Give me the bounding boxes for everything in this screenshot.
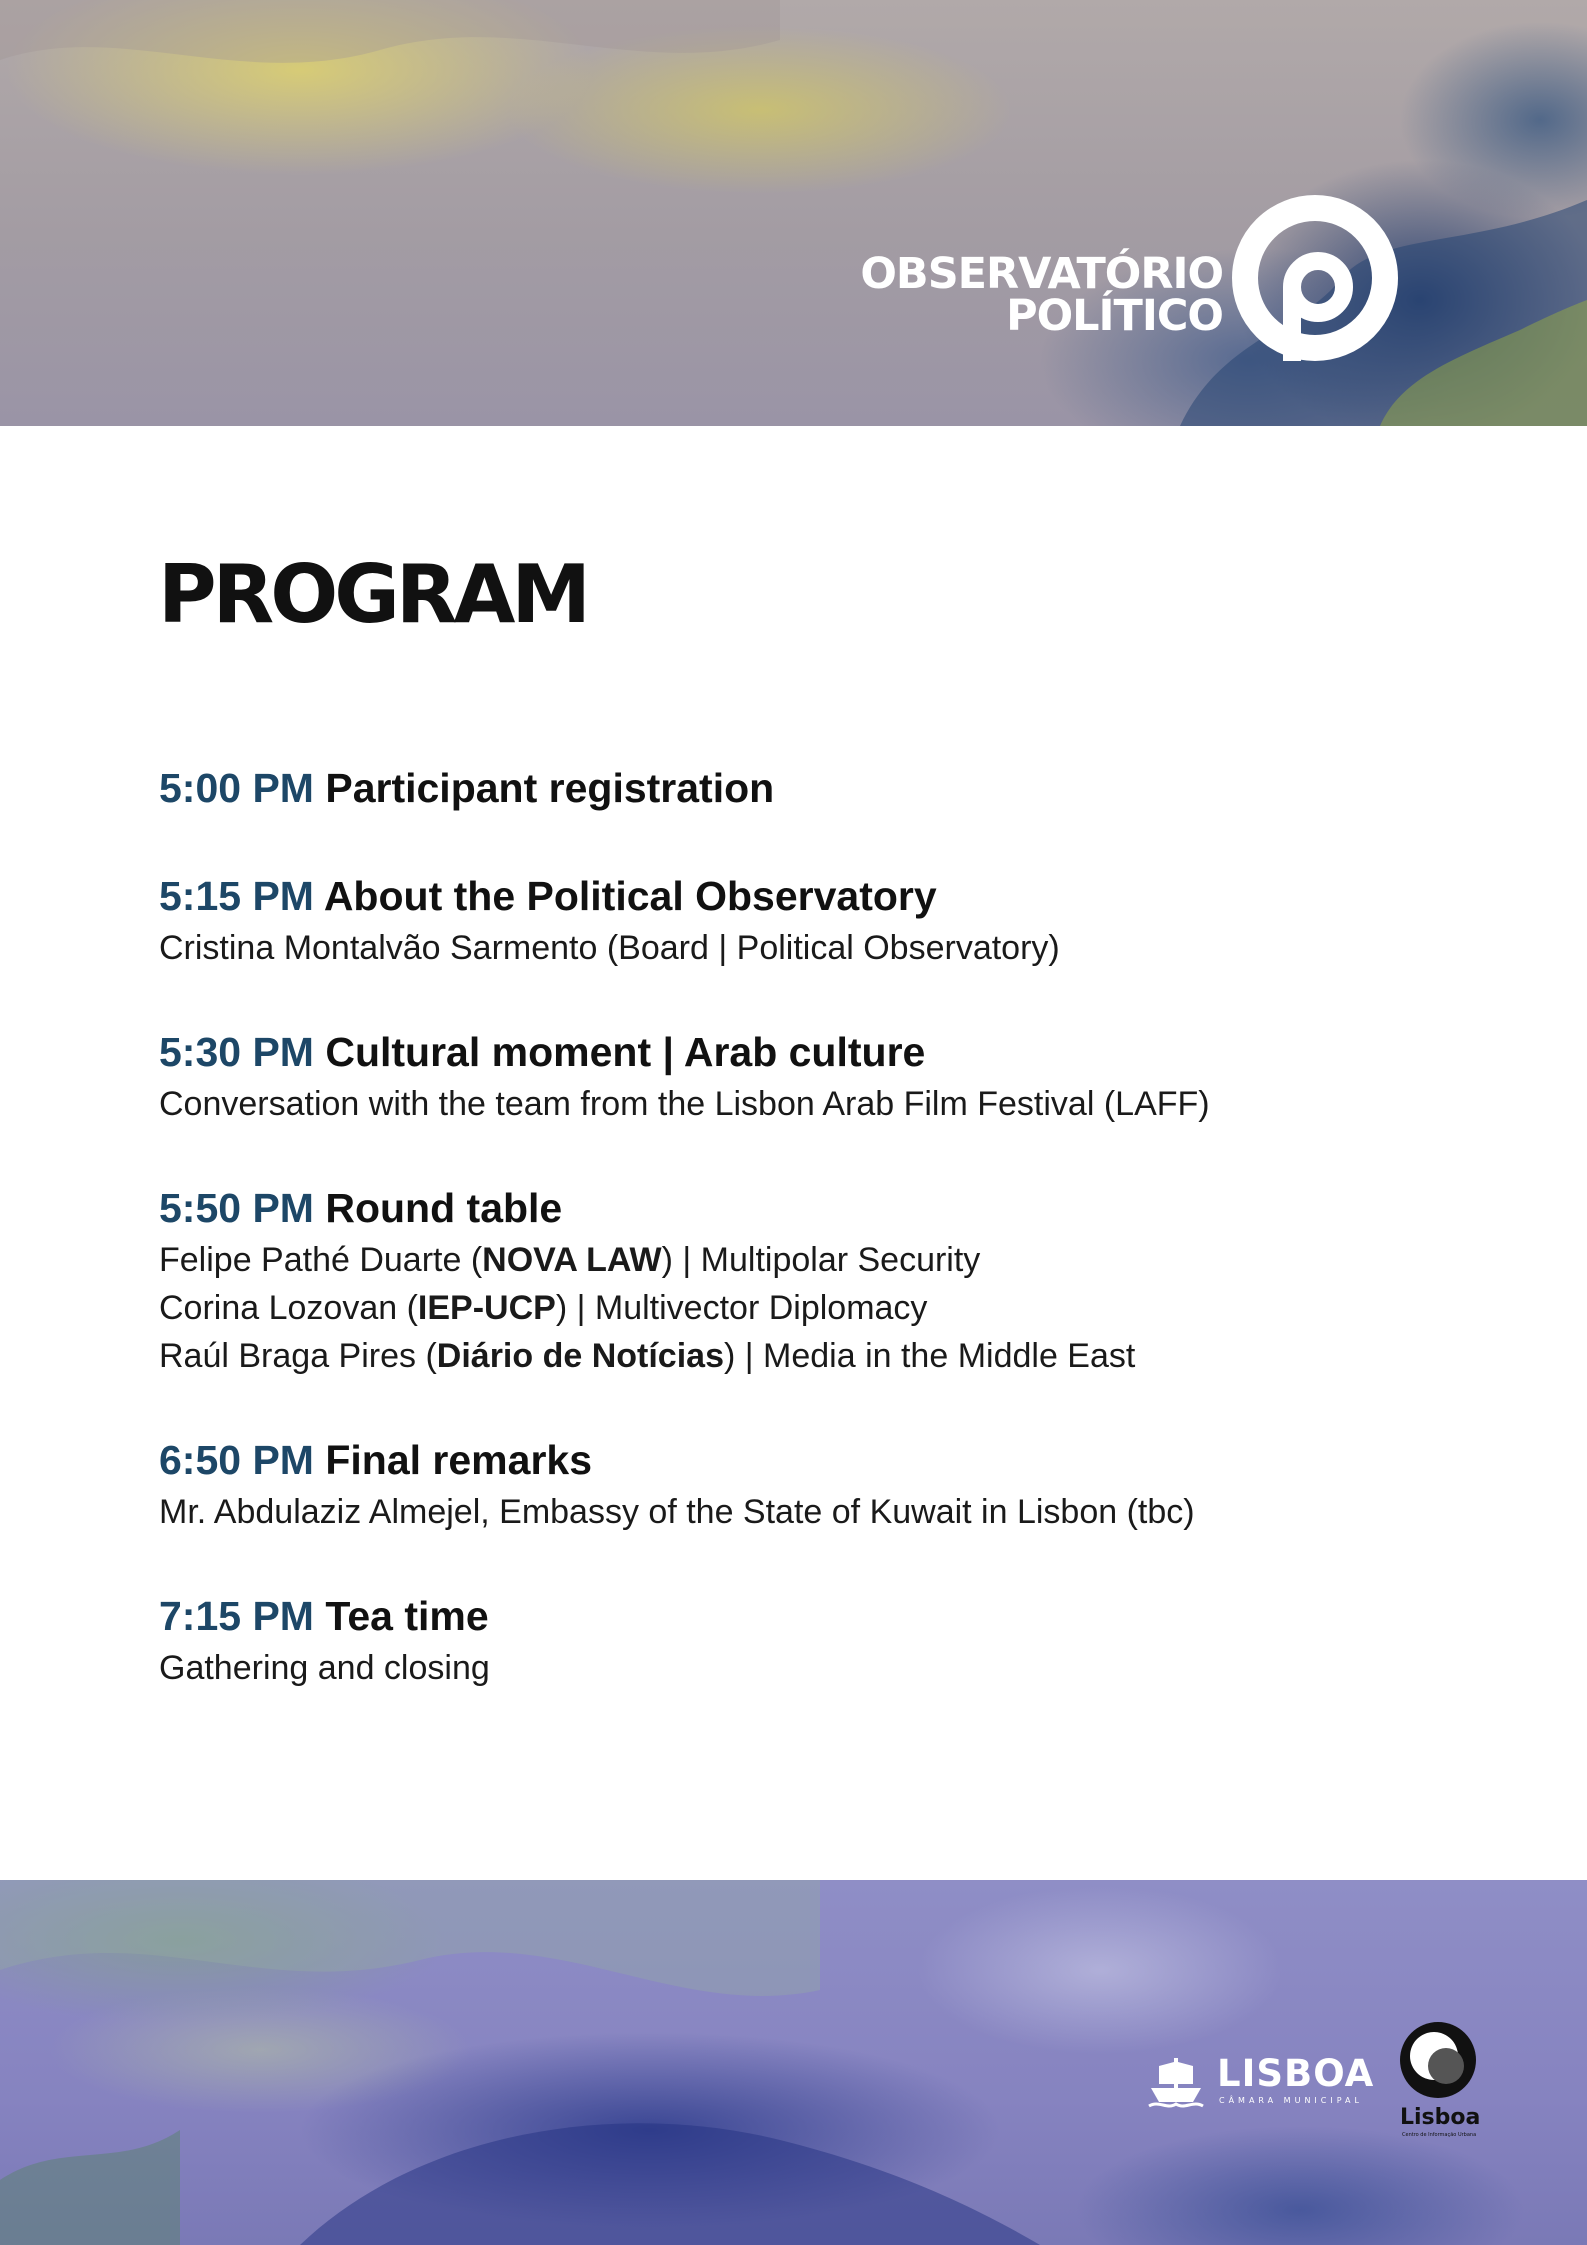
agenda-detail-line: Gathering and closing [159, 1649, 490, 1687]
speaker-name: Corina Lozovan ( [159, 1289, 418, 1327]
agenda-detail-line: Mr. Abdulaziz Almejel, Embassy of the State of Kuwait in Lisbon (tbc) [159, 1493, 1195, 1531]
brand-line-1: OBSERVATÓRIO [860, 249, 1223, 299]
agenda-item-heading [159, 1432, 1459, 1488]
brand-line-2: POLÍTICO [1006, 291, 1223, 341]
agenda-detail-line: Conversation with the team from the Lisbon Arab Film Festival (LAFF) [159, 1085, 1210, 1123]
agenda-item [159, 1024, 1459, 1128]
agenda-title: Round table [325, 1185, 563, 1231]
speaker-affiliation: Diário de Notícias [436, 1337, 724, 1375]
footer-banner [0, 1880, 1587, 2245]
agenda-title: Tea time [325, 1593, 489, 1639]
speaker-topic: ) | Media in the Middle East [723, 1337, 1136, 1375]
page-title: PROGRAM [158, 548, 588, 641]
observatorio-politico-logo [858, 195, 1398, 370]
agenda-time: 5:50 PM [159, 1185, 314, 1231]
speaker-topic: ) | Multipolar Security [661, 1241, 981, 1279]
brand-wordmark [853, 249, 1223, 341]
agenda-item-heading [159, 1180, 1459, 1236]
agenda-time: 5:30 PM [159, 1029, 314, 1075]
program-agenda [159, 760, 1459, 1692]
lisboa-ship-emblem-icon [1145, 2054, 1207, 2110]
camara-logo-subtitle: CÂMARA MUNICIPAL [1219, 2096, 1363, 2105]
agenda-time: 5:00 PM [159, 765, 314, 811]
agenda-detail-line [159, 1236, 1459, 1284]
speaker-affiliation: NOVA LAW [482, 1241, 662, 1279]
agenda-detail-line [159, 1332, 1459, 1380]
agenda-item-heading [159, 760, 1459, 816]
agenda-item [159, 760, 1459, 816]
camara-municipal-lisboa-logo [1145, 2052, 1375, 2110]
agenda-time: 5:15 PM [159, 873, 314, 919]
lisboa-partner-logo [1394, 2020, 1484, 2140]
brand-circle-p-icon [1232, 195, 1398, 361]
speaker-topic: ) | Multivector Diplomacy [555, 1289, 928, 1327]
agenda-item [159, 1180, 1459, 1380]
header-banner [0, 0, 1587, 426]
camara-logo-name: LISBOA [1217, 2052, 1375, 2095]
speaker-name: Felipe Pathé Duarte ( [159, 1241, 483, 1279]
speaker-affiliation: IEP-UCP [417, 1289, 556, 1327]
partner-logo-subtitle: Centro de Informação Urbana [1402, 2132, 1477, 2138]
agenda-title: Final remarks [325, 1437, 592, 1483]
partner-logo-name: Lisboa [1400, 2105, 1481, 2130]
agenda-item [159, 1588, 1459, 1692]
agenda-title: Cultural moment | Arab culture [325, 1029, 926, 1075]
agenda-item [159, 1432, 1459, 1536]
agenda-item-heading [159, 1024, 1459, 1080]
agenda-item-heading [159, 1588, 1459, 1644]
agenda-time: 7:15 PM [159, 1593, 314, 1639]
agenda-item-heading [159, 868, 1459, 924]
agenda-item [159, 868, 1459, 972]
speaker-name: Raúl Braga Pires ( [159, 1337, 437, 1375]
agenda-detail-line [159, 1284, 1459, 1332]
agenda-title: About the Political Observatory [323, 873, 937, 919]
agenda-time: 6:50 PM [159, 1437, 314, 1483]
agenda-detail-line: Cristina Montalvão Sarmento (Board | Political Observatory) [159, 929, 1060, 967]
agenda-title: Participant registration [325, 765, 775, 811]
lisboa-circles-icon [1394, 2020, 1484, 2106]
